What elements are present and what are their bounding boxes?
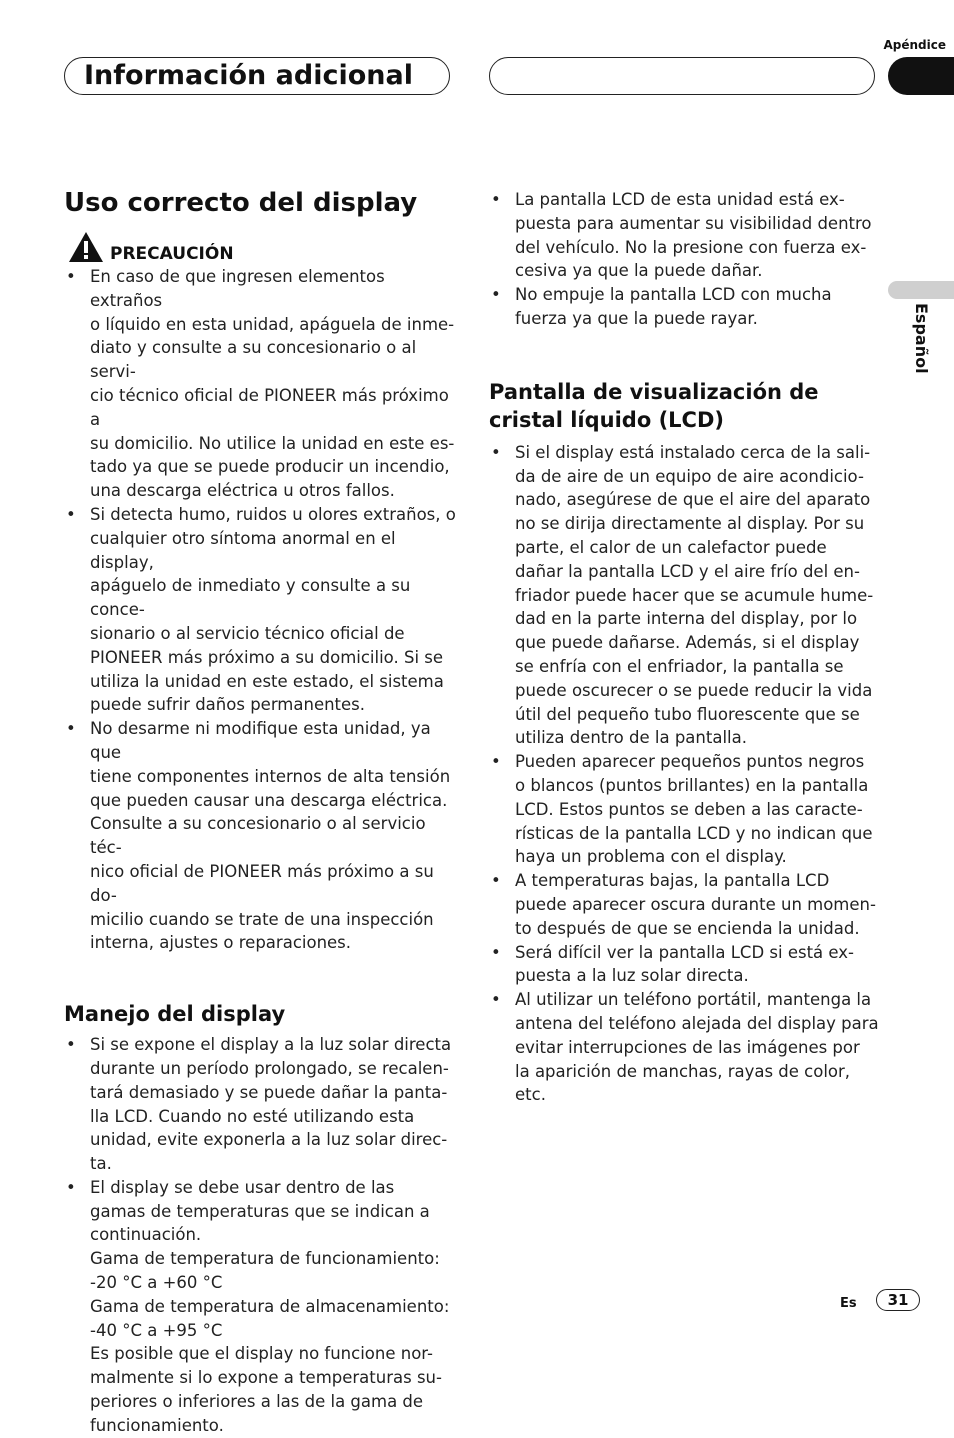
caution-list: [64, 265, 459, 955]
caution-label: PRECAUCIÓN: [110, 244, 234, 265]
list-item: • Si se expone el display a la luz solar directa durante un período prolongado, se recalen- tará demasiado y se puede dañar la panta- lla LCD. Cuando no esté utilizando esta unidad, evite exponerla a la luz solar direc- ta.: [64, 1033, 459, 1176]
chapter-tab-marker: [888, 57, 954, 95]
top-list: [489, 188, 881, 331]
section-heading-uso: Uso correcto del display: [64, 188, 418, 218]
list-item: • No desarme ni modifique esta unidad, ya que tiene componentes internos de alta tensión que pueden causar una descarga eléctrica. Consulte a su concesionario o al servicio téc- nico oficial de PIONEER más próximo a su do- micilio cuando se trate de una inspección interna, ajustes o reparaciones.: [64, 717, 459, 955]
list-item: • Si detecta humo, ruidos u olores extraños, o cualquier otro síntoma anormal en el display, apáguelo de inmediato y consulte a su conce- sionario o al servicio técnico oficial de PIONEER más próximo a su domicilio. Si se utiliza la unidad en este estado, el sistema puede sufrir daños permanentes.: [64, 503, 459, 717]
list-item: • Será difícil ver la pantalla LCD si está ex- puesta a la luz solar directa.: [489, 941, 881, 989]
language-tab-marker: [888, 281, 954, 299]
manejo-list: [64, 1033, 459, 1438]
lcd-list: [489, 441, 881, 1107]
right-column: [489, 188, 881, 1107]
list-item: • El display se debe usar dentro de las gamas de temperaturas que se indican a continuación. Gama de temperatura de funcionamiento: -20 °C a +60 °C Gama de temperatura de almacenamiento: -40 °C a +95 °C Es posible que el display no funcione nor- malmente si lo expone a temperaturas su- periores o inferiores a las de la gama de funcionamiento.: [64, 1176, 459, 1438]
list-item: • Al utilizar un teléfono portátil, mantenga la antena del teléfono alejada del display para evitar interrupciones de las imágenes por la aparición de manchas, rayas de color, etc.: [489, 988, 881, 1107]
caution-header: [68, 232, 459, 268]
language-code: Es: [840, 1296, 857, 1311]
header-empty-frame: [489, 57, 875, 95]
list-item: • La pantalla LCD de esta unidad está ex- puesta para aumentar su visibilidad dentro del vehículo. No la presione con fuerza ex- cesiva ya que la puede dañar.: [489, 188, 881, 283]
section-tag: Apéndice: [883, 38, 946, 52]
page-title: Información adicional: [84, 60, 413, 91]
list-item: • Pueden aparecer pequeños puntos negros o blancos (puntos brillantes) en la pantalla LCD. Estos puntos se deben a las caracte- rísticas de la pantalla LCD y no indican que haya un problema con el display.: [489, 750, 881, 869]
list-item: • En caso de que ingresen elementos extraños o líquido en esta unidad, apáguela de inme- diato y consulte a su concesionario o al servi- cio técnico oficial de PIONEER más próximo a su domicilio. No utilice la unidad en este es- tado ya que se puede producir un incendio, una descarga eléctrica u otros fallos.: [64, 265, 459, 503]
section-heading-lcd: Pantalla de visualización de cristal líquido (LCD): [489, 379, 819, 432]
left-column: [64, 186, 459, 1438]
list-item: • Si el display está instalado cerca de la sali- da de aire de un equipo de aire acondicio- nado, asegúrese de que el aire del aparato no se dirija directamente al display. Por su parte, el calor de un calefactor puede dañar la pantalla LCD y el aire frío del en- friador puede hacer que se acumule hume- dad en la parte interna del display, por lo que puede dañarse. Además, si el display se enfría con el enfriador, la pantalla se puede oscurecer o se puede reducir la vida útil del pequeño tubo fluorescente que se utiliza dentro de la pantalla.: [489, 441, 881, 750]
language-side-label: Español: [912, 303, 931, 374]
list-item: • A temperaturas bajas, la pantalla LCD puede aparecer oscura durante un momen- to después de que se encienda la unidad.: [489, 869, 881, 940]
list-item: • No empuje la pantalla LCD con mucha fuerza ya que la puede rayar.: [489, 283, 881, 331]
warning-icon: [68, 231, 104, 270]
page-number: 31: [876, 1289, 920, 1311]
section-heading-manejo: Manejo del display: [64, 1002, 286, 1027]
